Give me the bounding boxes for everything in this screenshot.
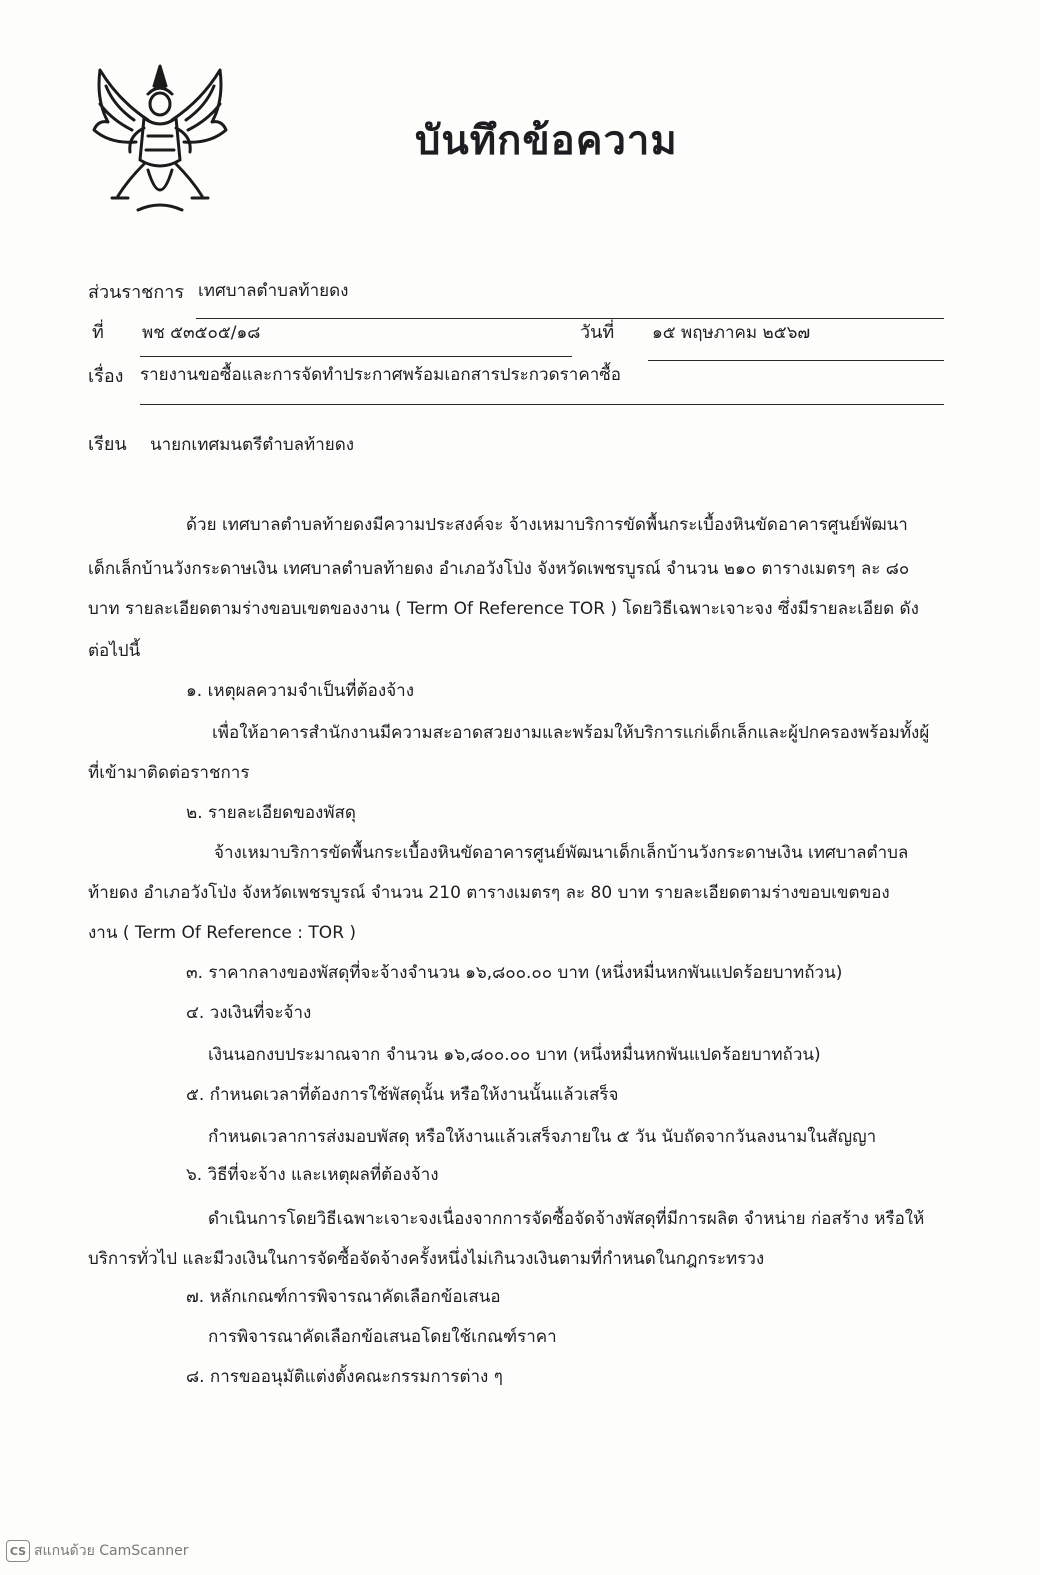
- section-2-heading: ๒. รายละเอียดของพัสดุ: [186, 803, 356, 823]
- section-3-heading: ๓. ราคากลางของพัสดุที่จะจ้างจำนวน ๑๖,๘๐๐.๐๐ บาท (หนึ่งหมื่นหกพันแปดร้อยบาทถ้วน): [186, 963, 843, 983]
- garuda-emblem-icon: [88, 60, 233, 220]
- section-7-heading: ๗. หลักเกณฑ์การพิจารณาคัดเลือกข้อเสนอ: [186, 1287, 501, 1307]
- section-1-line-2: ที่เข้ามาติดต่อราชการ: [88, 763, 250, 783]
- section-2-line-3: งาน ( Term Of Reference : TOR ): [88, 923, 357, 943]
- subject-label: เรื่อง: [88, 366, 124, 387]
- salutation-value: นายกเทศมนตรีตำบลท้ายดง: [150, 435, 355, 455]
- section-2-line-2: ท้ายดง อำเภอวังโป่ง จังหวัดเพชรบูรณ์ จำนวน 210 ตารางเมตรๆ ละ 80 บาท รายละเอียดตามร่างขอบเขตของ: [88, 883, 890, 903]
- section-5-line: กำหนดเวลาการส่งมอบพัสดุ หรือให้งานแล้วเสร็จภายใน ๕ วัน นับถัดจากวันลงนามในสัญญา: [208, 1127, 877, 1147]
- date-value: ๑๕ พฤษภาคม ๒๕๖๗: [652, 323, 811, 343]
- reference-label: ที่: [92, 322, 104, 343]
- intro-line-3: บาท รายละเอียดตามร่างขอบเขตของงาน ( Term Of Reference TOR ) โดยวิธีเฉพาะเจาะจง ซึ่งมีรายละเอียด ดัง: [88, 599, 919, 619]
- camscanner-logo-icon: CS: [6, 1540, 30, 1562]
- section-1-line-1: เพื่อให้อาคารสำนักงานมีความสะอาดสวยงามและพร้อมให้บริการแก่เด็กเล็กและผู้ปกครองพร้อมทั้งผู้: [212, 723, 930, 743]
- department-underline: [196, 318, 944, 319]
- section-8-heading: ๘. การขออนุมัติแต่งตั้งคณะกรรมการต่าง ๆ: [186, 1367, 503, 1387]
- department-label: ส่วนราชการ: [88, 282, 185, 303]
- section-4-heading: ๔. วงเงินที่จะจ้าง: [186, 1003, 312, 1023]
- salutation-label: เรียน: [88, 434, 127, 455]
- section-2-line-1: จ้างเหมาบริการขัดพื้นกระเบื้องหินขัดอาคารศูนย์พัฒนาเด็กเล็กบ้านวังกระดาษเงิน เทศบาลตำบล: [214, 843, 909, 863]
- subject-underline: [140, 404, 944, 405]
- department-value: เทศบาลตำบลท้ายดง: [198, 281, 349, 301]
- date-underline: [648, 360, 944, 361]
- intro-line-4: ต่อไปนี้: [88, 641, 141, 661]
- section-5-heading: ๕. กำหนดเวลาที่ต้องการใช้พัสดุนั้น หรือให้งานนั้นแล้วเสร็จ: [186, 1085, 619, 1105]
- reference-value: พช ๕๓๕๐๕/๑๘: [142, 323, 261, 343]
- intro-line-2: เด็กเล็กบ้านวังกระดาษเงิน เทศบาลตำบลท้ายดง อำเภอวังโป่ง จังหวัดเพชรบูรณ์ จำนวน ๒๑๐ ตารางเมตรๆ ละ ๘๐: [88, 559, 910, 579]
- section-6-heading: ๖. วิธีที่จะจ้าง และเหตุผลที่ต้องจ้าง: [186, 1165, 439, 1185]
- section-7-line: การพิจารณาคัดเลือกข้อเสนอโดยใช้เกณฑ์ราคา: [208, 1327, 557, 1347]
- date-label: วันที่: [580, 322, 615, 343]
- camscanner-watermark: [6, 1540, 189, 1562]
- intro-line-1: ด้วย เทศบาลตำบลท้ายดงมีความประสงค์จะ จ้างเหมาบริการขัดพื้นกระเบื้องหินขัดอาคารศูนย์พัฒนา: [186, 515, 908, 535]
- section-6-line-1: ดำเนินการโดยวิธีเฉพาะเจาะจงเนื่องจากการจัดซื้อจัดจ้างพัสดุที่มีการผลิต จำหน่าย ก่อสร้าง หรือให้: [208, 1209, 925, 1229]
- section-1-heading: ๑. เหตุผลความจำเป็นที่ต้องจ้าง: [186, 681, 414, 701]
- document-title: บันทึกข้อความ: [415, 118, 678, 164]
- section-6-line-2: บริการทั่วไป และมีวงเงินในการจัดซื้อจัดจ้างครั้งหนึ่งไม่เกินวงเงินตามที่กำหนดในกฎกระทรวง: [88, 1249, 765, 1269]
- section-4-line: เงินนอกงบประมาณจาก จำนวน ๑๖,๘๐๐.๐๐ บาท (หนึ่งหมื่นหกพันแปดร้อยบาทถ้วน): [208, 1045, 821, 1065]
- reference-underline: [140, 356, 572, 357]
- camscanner-text: สแกนด้วย CamScanner: [34, 1543, 189, 1559]
- subject-value: รายงานขอซื้อและการจัดทำประกาศพร้อมเอกสารประกวดราคาซื้อ: [140, 365, 621, 385]
